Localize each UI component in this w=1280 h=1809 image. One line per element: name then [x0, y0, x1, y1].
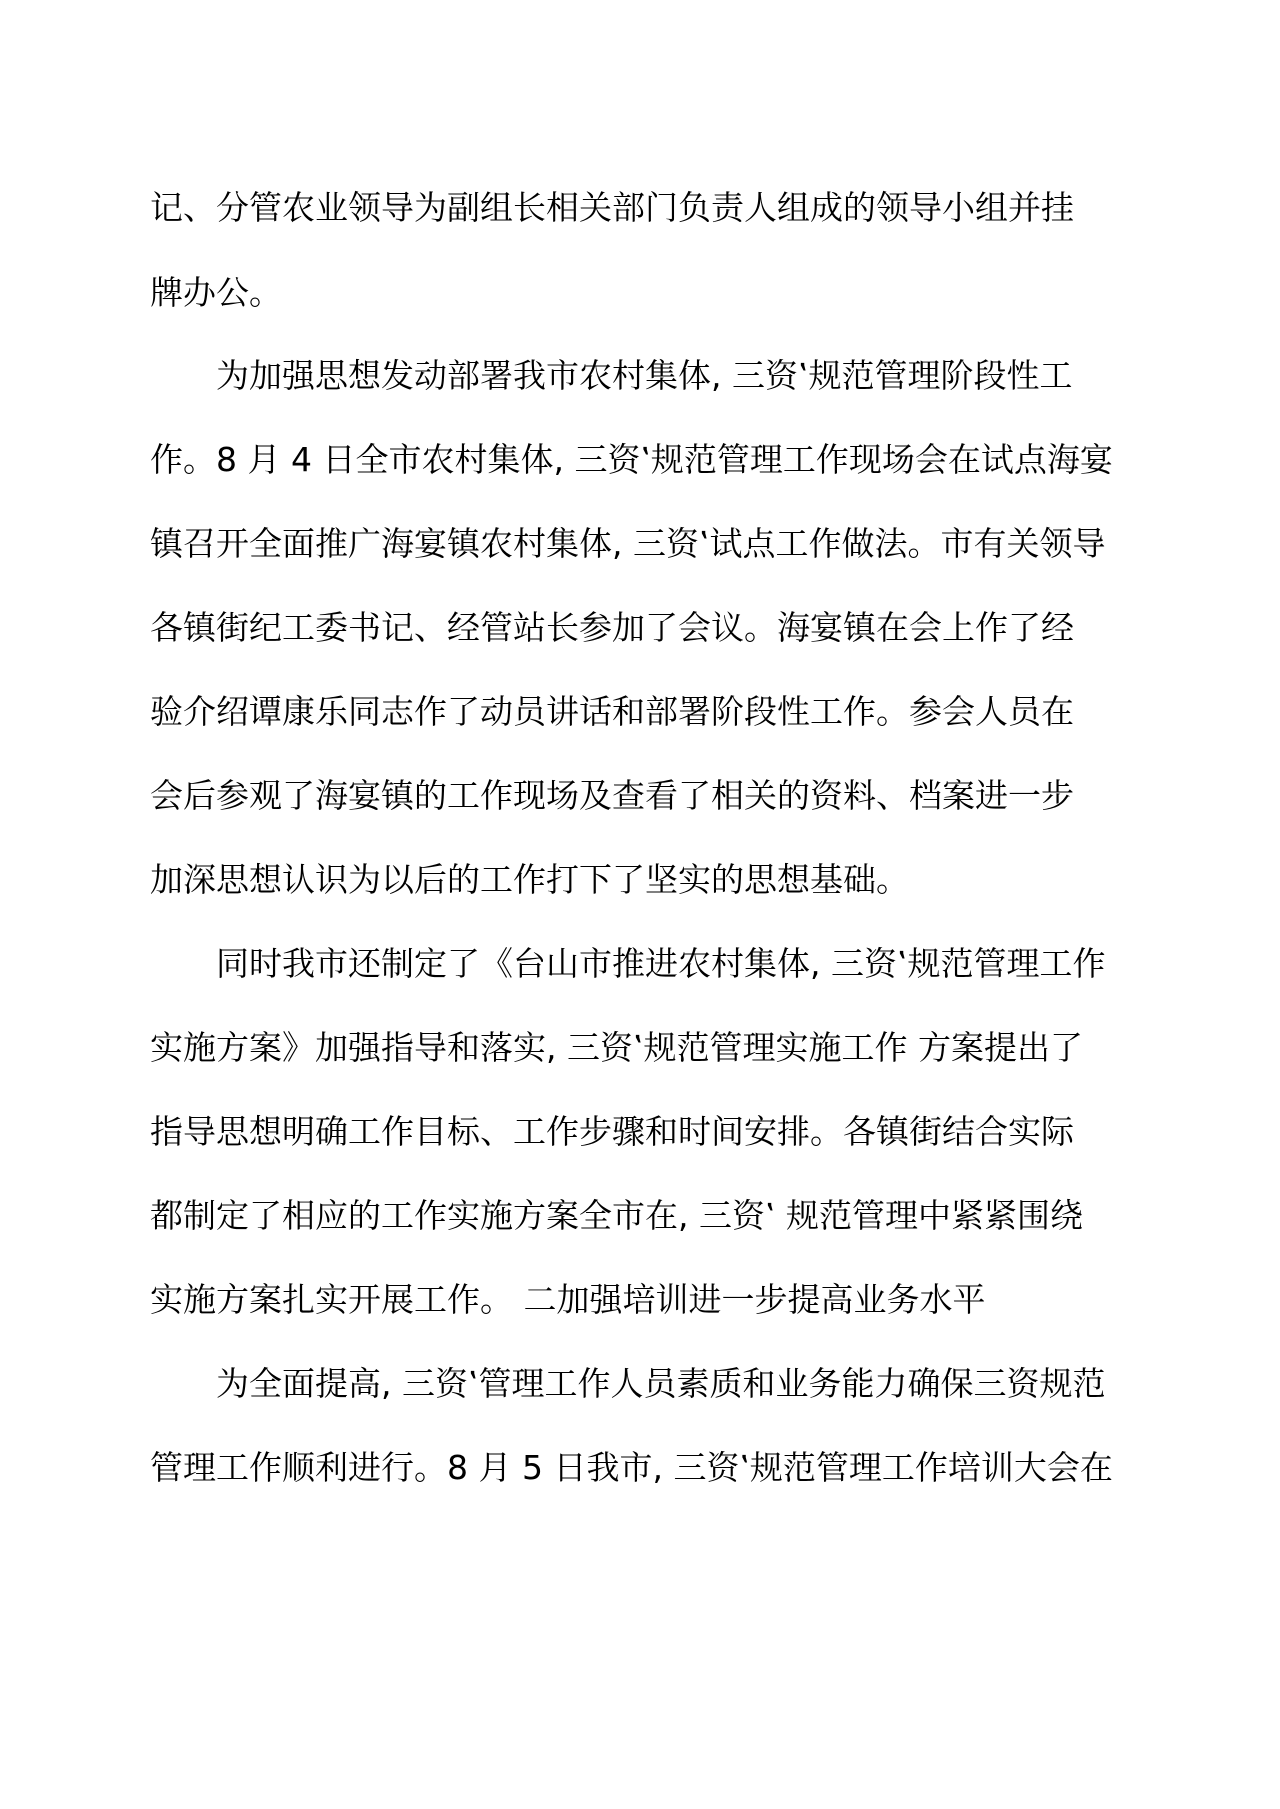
text-line-1: 记、分管农业领导为副组长相关部门负责人组成的领导小组并挂: [150, 188, 1074, 227]
text-line-4: 作。8 月 4 日全市农村集体, 三资‛规范管理工作现场会在试点海宴: [150, 440, 1113, 479]
text-line-8: 会后参观了海宴镇的工作现场及查看了相关的资料、档案进一步: [150, 776, 1074, 815]
text-line-11: 实施方案》加强指导和落实, 三资‛规范管理实施工作 方案提出了: [150, 1028, 1083, 1067]
text-line-13: 都制定了相应的工作实施方案全市在, 三资‛ 规范管理中紧紧围绕: [150, 1196, 1083, 1235]
text-line-16: 管理工作顺利进行。8 月 5 日我市, 三资‛规范管理工作培训大会在: [150, 1448, 1113, 1487]
text-line-10: 同时我市还制定了《台山市推进农村集体, 三资‛规范管理工作: [216, 944, 1106, 983]
text-line-7: 验介绍谭康乐同志作了动员讲话和部署阶段性工作。参会人员在: [150, 692, 1074, 731]
text-line-3: 为加强思想发动部署我市农村集体, 三资‛规范管理阶段性工: [216, 356, 1073, 395]
text-line-12: 指导思想明确工作目标、工作步骤和时间安排。各镇街结合实际: [150, 1112, 1074, 1151]
text-line-14: 实施方案扎实开展工作。 二加强培训进一步提高业务水平: [150, 1280, 986, 1319]
text-line-2: 牌办公。: [150, 273, 282, 312]
text-line-9: 加深思想认识为以后的工作打下了坚实的思想基础。: [150, 860, 909, 899]
text-line-15: 为全面提高, 三资‛管理工作人员素质和业务能力确保三资规范: [216, 1364, 1106, 1403]
text-line-6: 各镇街纪工委书记、经管站长参加了会议。海宴镇在会上作了经: [150, 608, 1074, 647]
text-line-5: 镇召开全面推广海宴镇农村集体, 三资‛试点工作做法。市有关领导: [150, 524, 1106, 563]
